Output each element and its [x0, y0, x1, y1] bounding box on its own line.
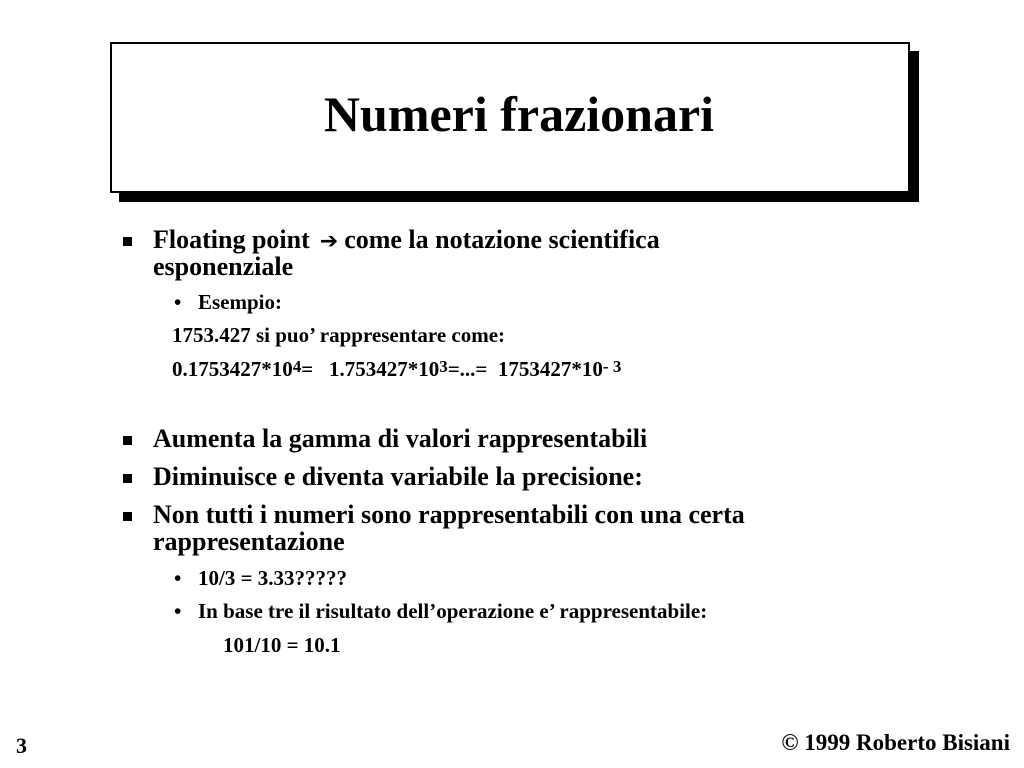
exponent: 3	[439, 357, 448, 376]
arrow-right-icon: ➔	[319, 229, 339, 254]
bullet-non-tutti: Non tutti i numeri sono rappresentabili con una certa	[153, 500, 745, 529]
exponent: 4	[292, 357, 302, 376]
bullet-gamma: Aumenta la gamma di valori rappresentabili	[153, 424, 648, 453]
sub-bullet-dot-icon: •	[174, 599, 182, 623]
sub-bullet-detail: 101/10 = 10.1	[223, 633, 341, 657]
bullet-text-continuation: esponenziale	[153, 252, 294, 281]
sub-bullet-dot-icon: •	[174, 290, 182, 314]
bullet-text-continuation: rappresentazione	[153, 527, 345, 556]
formula-part: = 1.753427*10	[301, 357, 440, 381]
sub-bullet-esempio: Esempio:	[198, 290, 282, 314]
example-formula	[172, 357, 621, 381]
slide-title: Numeri frazionari	[323, 86, 715, 142]
bullet-precisione: Diminuisce e diventa variabile la precisione:	[153, 462, 643, 491]
example-text: 1753.427 si puo’ rappresentare come:	[172, 323, 506, 347]
sub-bullet-base-tre: In base tre il risultato dell’operazione e’ rappresentabile:	[198, 599, 708, 623]
formula-part: =...= 1753427*10	[447, 357, 603, 381]
sub-bullet-10-3: 10/3 = 3.33?????	[198, 566, 348, 590]
bullet-square-icon	[123, 436, 132, 445]
bullet-square-icon	[123, 474, 132, 483]
page-number: 3	[16, 733, 27, 758]
formula-part: 0.1753427*10	[172, 357, 293, 381]
sub-bullet-dot-icon: •	[174, 566, 182, 590]
exponent: - 3	[602, 357, 622, 376]
bullet-text: Floating point	[153, 225, 310, 254]
copyright-notice: © 1999 Roberto Bisiani	[781, 730, 1010, 755]
bullet-square-icon	[123, 237, 132, 246]
bullet-text: come la notazione scientifica	[344, 225, 660, 254]
bullet-square-icon	[123, 512, 132, 521]
